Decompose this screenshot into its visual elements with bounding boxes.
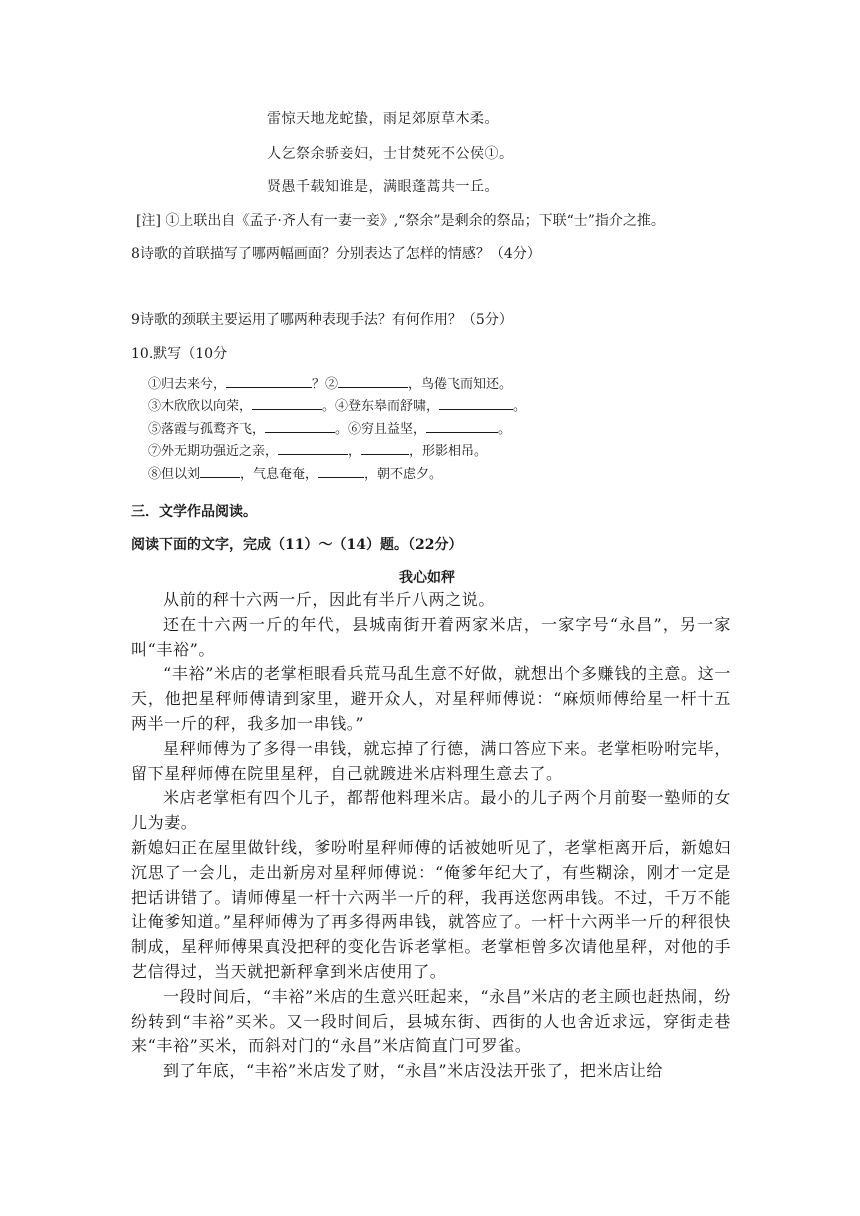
dictation-line-5: ⑧但以刘 ，气息奄奄， ，朝不虑夕。 [148,467,443,482]
blank[interactable] [439,397,513,410]
blank[interactable] [252,397,322,410]
dictation-line-2: ③木欣欣以向荣， 。④登东皋而舒啸， 。 [148,399,527,414]
story-paragraph: 从前的秤十六两一斤，因此有半斤八两之说。 [163,590,496,609]
dictation-line-3: ⑤落霞与孤鹜齐飞， 。⑥穷且益坚， 。 [148,422,512,437]
section-heading: 三．文学作品阅读。 [131,504,257,520]
reading-instruction: 阅读下面的文字，完成（11）～（14）题。（22分） [131,537,463,553]
story-paragraph: 米店老掌柜有四个儿子，都帮他料理米店。最小的儿子两个月前娶一塾师的女儿为妻。 [131,788,731,833]
blank[interactable] [200,465,240,478]
blank[interactable] [426,420,498,433]
dictation-line-1: ①归去来兮， ？② ，鸟倦飞而知还。 [148,377,513,392]
story-paragraph: 还在十六两一斤的年代，县城南街开着两家米店，一家字号“永昌”，另一家叫“丰裕”。 [131,614,731,659]
question-9: 9诗歌的颈联主要运用了哪两种表现手法？有何作用？（5分） [131,312,513,328]
story-body [131,588,731,1084]
story-paragraph: “丰裕”米店的老掌柜眼看兵荒马乱生意不好做，就想出个多赚钱的主意。这一天，他把星秤师傅请到家里，避开众人，对星秤师傅说：“麻烦师傅给星一杆十五两半一斤的秤，我多加一串钱。” [131,664,731,733]
blank[interactable] [278,442,348,455]
blank[interactable] [318,465,364,478]
dictation-line-4: ⑦外无期功强近之亲， ， ，形影相吊。 [148,444,488,459]
question-8: 8诗歌的首联描写了哪两幅画面？分别表达了怎样的情感？（4分） [131,246,541,262]
poem-line-3: 贤愚千载知谁是，满眼蓬蒿共一丘。 [267,179,499,195]
story-paragraph: 到了年底，“丰裕”米店发了财，“永昌”米店没法开张了，把米店让给 [163,1061,663,1081]
story-paragraph: 新媳妇正在屋里做针线，爹吩咐星秤师傅的话被她听见了，老掌柜离开后，新媳妇沉思了一会儿，走出新房对星秤师傅说：“俺爹年纪大了，有些糊涂，刚才一定是把话讲错了。请师傅星一杆十六两半一斤的秤，我再送您两串钱。不过，千万不能让俺爹知道。”星秤师傅为了再多得两串钱，就答应了。一杆十六两半一斤的秤很快制成，星秤师傅果真没把秤的变化告诉老掌柜。老掌柜曾多次请他星秤，对他的手艺信得过，当天就把新秤拿到米店使用了。 [131,837,731,981]
story-title: 我心如秤 [399,570,455,586]
blank[interactable] [226,375,312,388]
poem-line-1: 雷惊天地龙蛇蛰，雨足郊原草木柔。 [267,111,499,127]
story-paragraph: 星秤师傅为了多得一串钱，就忘掉了行德，满口答应下来。老掌柜吩咐完毕，留下星秤师傅在院里星秤，自己就踱进米店料理生意去了。 [131,738,731,783]
question-10: 10.默写（10分 [131,346,228,362]
blank[interactable] [265,420,335,433]
blank[interactable] [361,442,409,455]
poem-annotation: [注] ①上联出自《孟子·齐人有一妻一妾》,“祭余”是剩余的祭品；下联“士”指介之推。 [136,213,665,229]
blank[interactable] [338,375,408,388]
poem-line-2: 人乞祭余骄妾妇，士甘焚死不公侯①。 [267,146,514,162]
story-paragraph: 一段时间后，“丰裕”米店的生意兴旺起来，“永昌”米店的老主顾也赶热闹，纷纷转到“丰裕”买米。又一段时间后，县城东街、西街的人也舍近求远，穿街走巷来“丰裕”买米，而斜对门的“永昌”米店简直门可罗雀。 [131,986,731,1056]
